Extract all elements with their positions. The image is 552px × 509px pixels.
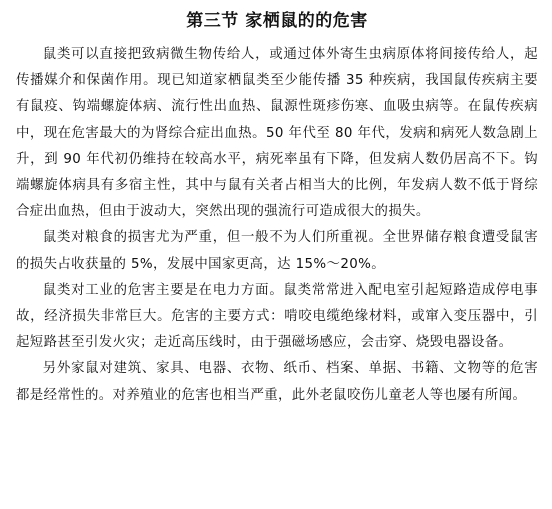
paragraph-industrial-damage: 鼠类对工业的危害主要是在电力方面。鼠类常常进入配电室引起短路造成停电事故，经济损失非常巨大。危害的主要方式：啃咬电缆绝缘材料，或窜入变压器中，引起短路甚至引发火灾；走近高压线时，由于强磁场感应，会击穿、烧毁电器设备。 — [16, 282, 538, 351]
section-title: 第三节 家栖鼠的的危害 — [186, 11, 368, 31]
paragraph-disease-transmission: 鼠类可以直接把致病微生物传给人，或通过体外寄生虫病原体将间接传给人，起传播媒介和保菌作用。现已知道家栖鼠类至少能传播 35 种疾病，我国鼠传疾病主要有鼠疫、钩端螺旋体病、流行性出血热、鼠源性斑疹伤寒、血吸虫病等。在鼠传疾病中，现在危害最大的为肾综合症出血热。50 年代至 80 年代，发病和病死人数急剧上升，到 90 年代初仍维持在较高水平，病死率虽有下降，但发病人数仍居高不下。钩端螺旋体病具有多宿主性，其中与鼠有关者占相当大的比例，年发病人数不低于肾综合症出血热，但由于波动大，突然出现的强流行可造成很大的损失。 — [16, 47, 538, 220]
paragraph-other-damage: 另外家鼠对建筑、家具、电器、衣物、纸币、档案、单据、书籍、文物等的危害都是经常性的。对养殖业的危害也相当严重，此外老鼠咬伤儿童老人等也屡有所闻。 — [16, 361, 538, 403]
paragraph-grain-damage: 鼠类对粮食的损害尤为严重，但一般不为人们所重视。全世界储存粮食遭受鼠害的损失占收获量的 5%，发展中国家更高，达 15%～20%。 — [16, 230, 538, 272]
